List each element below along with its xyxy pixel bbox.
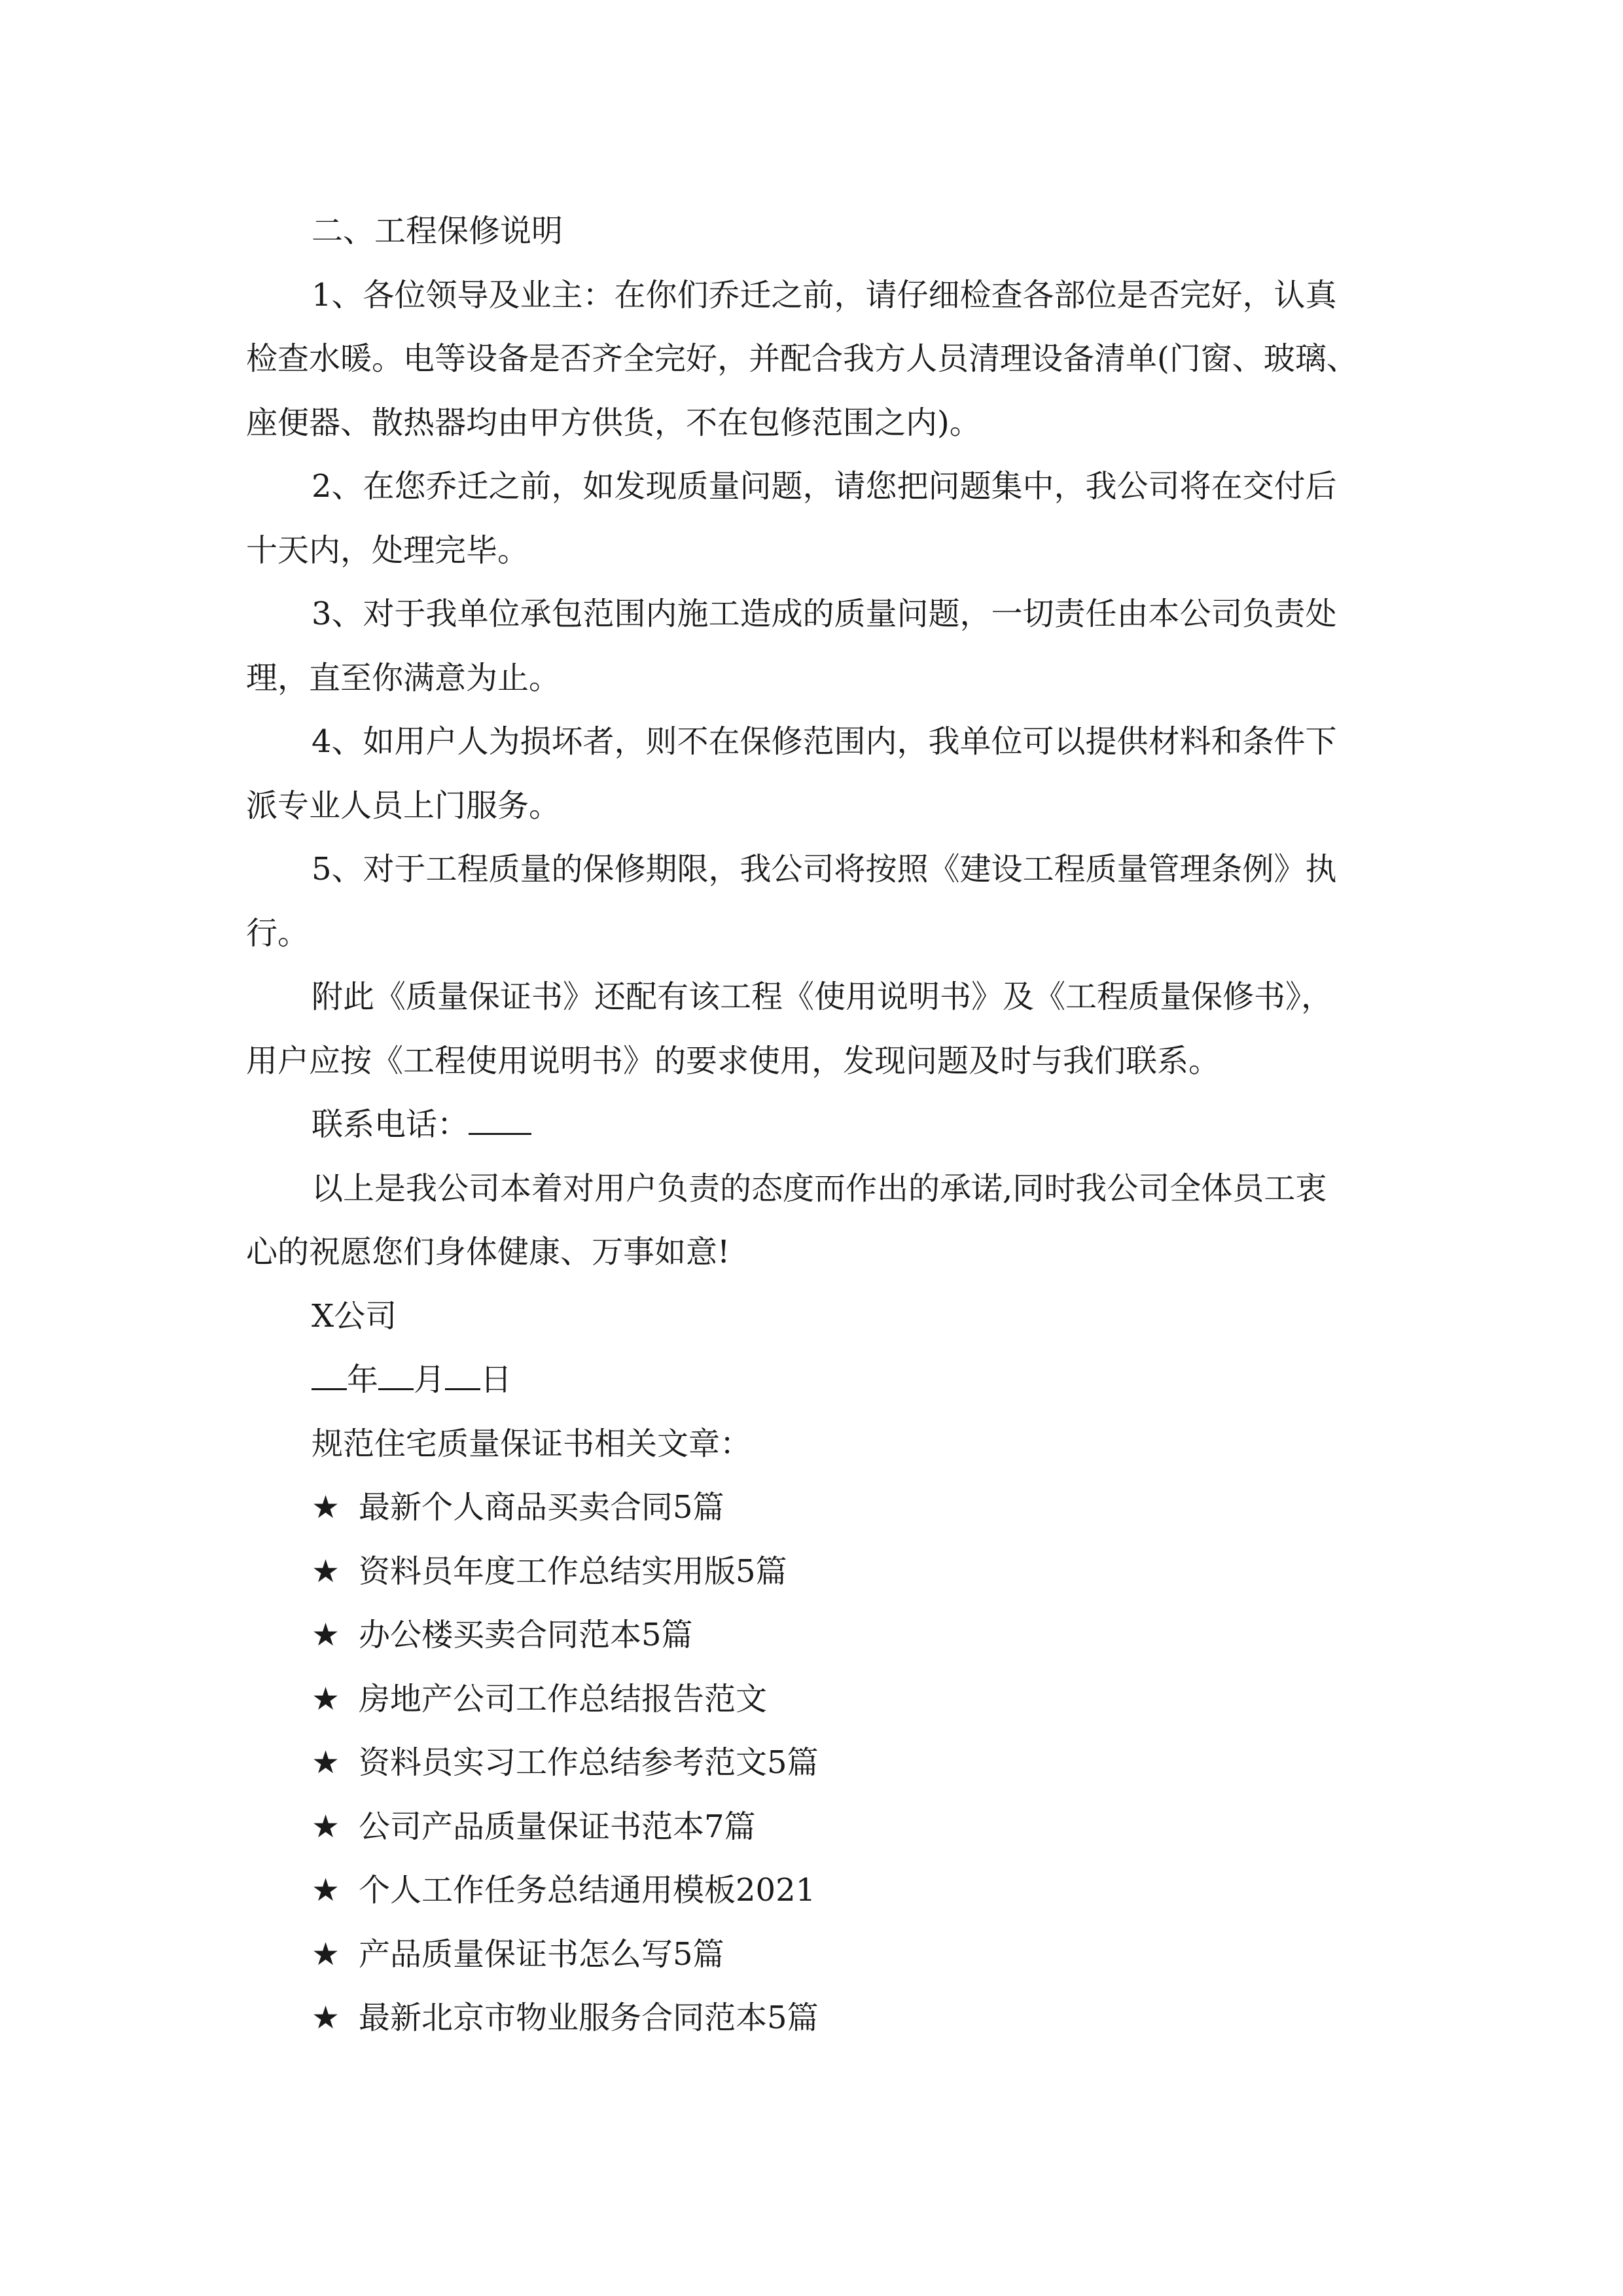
star-icon: ★ bbox=[312, 1808, 340, 1845]
related-article-item[interactable] bbox=[246, 1540, 1378, 1604]
closing-line-1: 以上是我公司本着对用户负责的态度而作出的承诺,同时我公司全体员工衷 bbox=[312, 1170, 1327, 1207]
contact-blank bbox=[469, 1107, 531, 1135]
item-3-line-1: 3、对于我单位承包范围内施工造成的质量问题，一切责任由本公司负责处 bbox=[312, 596, 1337, 632]
item-5 bbox=[246, 838, 1378, 965]
year-label: 年 bbox=[347, 1361, 379, 1398]
item-5-line-2: 行。 bbox=[246, 914, 310, 952]
company-name: X公司 bbox=[312, 1297, 397, 1335]
closing-paragraph bbox=[246, 1157, 1378, 1285]
item-2-line-1: 2、在您乔迁之前，如发现质量问题，请您把问题集中，我公司将在交付后 bbox=[312, 468, 1337, 505]
related-articles-list bbox=[246, 1476, 1378, 2051]
star-icon: ★ bbox=[312, 1744, 340, 1781]
related-heading: 规范住宅质量保证书相关文章： bbox=[312, 1425, 752, 1462]
item-1 bbox=[246, 264, 1378, 456]
section-heading: 二、工程保修说明 bbox=[312, 213, 563, 249]
attachment-line-2: 用户应按《工程使用说明书》的要求使用，发现问题及时与我们联系。 bbox=[246, 1042, 1221, 1079]
related-article-item[interactable] bbox=[246, 1668, 1378, 1732]
year-blank bbox=[312, 1362, 347, 1390]
related-article-link[interactable]: 公司产品质量保证书范本7篇 bbox=[359, 1808, 756, 1845]
item-4-line-1: 4、如用户人为损坏者，则不在保修范围内，我单位可以提供材料和条件下 bbox=[312, 723, 1337, 760]
date-line bbox=[246, 1348, 1378, 1412]
star-icon: ★ bbox=[312, 1935, 340, 1973]
contact-line bbox=[246, 1093, 1378, 1157]
related-article-item[interactable] bbox=[246, 1859, 1378, 1923]
related-article-link[interactable]: 办公楼买卖合同范本5篇 bbox=[359, 1617, 693, 1653]
related-article-link[interactable]: 最新个人商品买卖合同5篇 bbox=[359, 1489, 724, 1526]
month-blank bbox=[378, 1362, 414, 1390]
contact-label: 联系电话： bbox=[312, 1106, 469, 1143]
star-icon: ★ bbox=[312, 1552, 340, 1590]
item-1-line-1: 1、各位领导及业主：在你们乔迁之前，请仔细检查各部位是否完好，认真 bbox=[312, 276, 1337, 314]
item-4 bbox=[246, 710, 1378, 838]
item-2-line-2: 十天内，处理完毕。 bbox=[246, 531, 529, 569]
related-article-link[interactable]: 个人工作任务总结通用模板2021 bbox=[359, 1872, 816, 1909]
item-3 bbox=[246, 583, 1378, 710]
document-page bbox=[246, 200, 1378, 2051]
related-article-link[interactable]: 资料员实习工作总结参考范文5篇 bbox=[359, 1744, 819, 1781]
related-article-link[interactable]: 最新北京市物业服务合同范本5篇 bbox=[359, 2000, 819, 2036]
item-1-line-3: 座便器、散热器均由甲方供货，不在包修范围之内)。 bbox=[246, 404, 981, 441]
star-icon: ★ bbox=[312, 1680, 340, 1717]
attachment-line-1: 附此《质量保证书》还配有该工程《使用说明书》及《工程质量保修书》， bbox=[312, 978, 1333, 1015]
month-label: 月 bbox=[414, 1361, 446, 1398]
item-3-line-2: 理，直至你满意为止。 bbox=[246, 659, 561, 696]
day-blank bbox=[445, 1362, 480, 1390]
item-1-line-2: 检查水暖。电等设备是否齐全完好，并配合我方人员清理设备清单(门窗、玻璃、 bbox=[246, 340, 1358, 377]
related-article-link[interactable]: 资料员年度工作总结实用版5篇 bbox=[359, 1552, 787, 1590]
related-article-link[interactable]: 房地产公司工作总结报告范文 bbox=[359, 1680, 768, 1717]
item-4-line-2: 派专业人员上门服务。 bbox=[246, 787, 561, 824]
star-icon: ★ bbox=[312, 2000, 340, 2036]
related-article-item[interactable] bbox=[246, 1795, 1378, 1859]
item-2 bbox=[246, 455, 1378, 583]
related-article-item[interactable] bbox=[246, 1731, 1378, 1795]
related-article-item[interactable] bbox=[246, 1604, 1378, 1668]
star-icon: ★ bbox=[312, 1489, 340, 1526]
related-article-item[interactable] bbox=[246, 1923, 1378, 1987]
attachment-paragraph bbox=[246, 965, 1378, 1093]
star-icon: ★ bbox=[312, 1872, 340, 1909]
item-5-line-1: 5、对于工程质量的保修期限，我公司将按照《建设工程质量管理条例》执 bbox=[312, 851, 1337, 888]
star-icon: ★ bbox=[312, 1617, 340, 1653]
day-label: 日 bbox=[480, 1361, 512, 1398]
closing-line-2: 心的祝愿您们身体健康、万事如意! bbox=[246, 1234, 730, 1270]
related-article-link[interactable]: 产品质量保证书怎么写5篇 bbox=[359, 1935, 724, 1973]
related-article-item[interactable] bbox=[246, 1476, 1378, 1540]
related-article-item[interactable] bbox=[246, 1986, 1378, 2051]
